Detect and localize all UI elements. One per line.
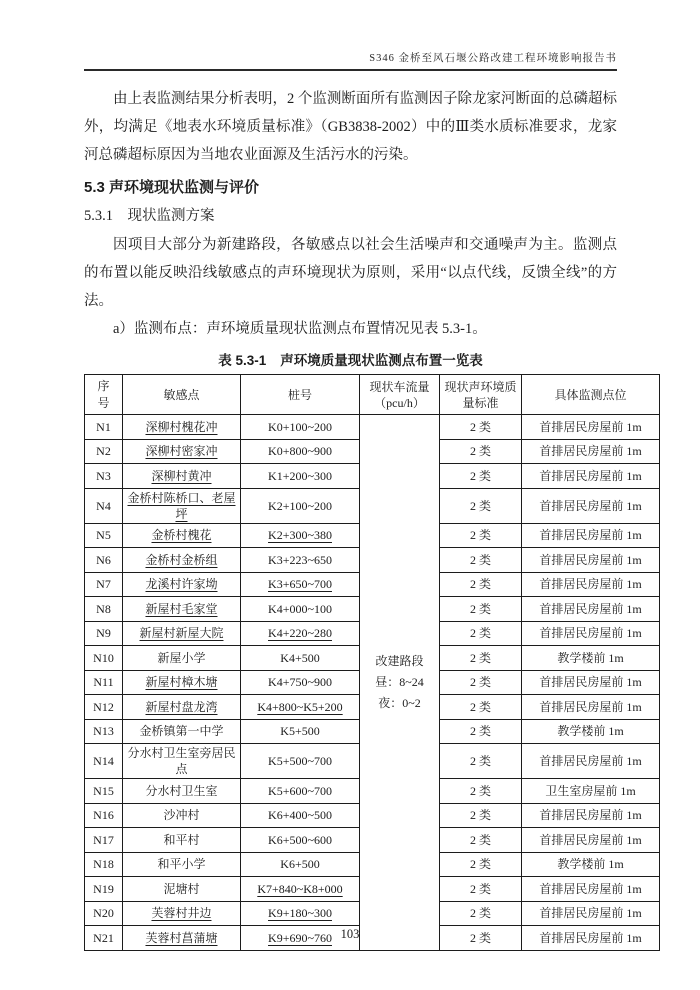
monitoring-location-value: 首排居民房屋前 1m — [522, 803, 660, 828]
document-header — [84, 50, 617, 71]
sensitive-point-name — [123, 852, 241, 877]
paragraph-monitoring-plan: 因项目大部分为新建路段，各敏感点以社会生活噪声和交通噪声为主。监测点的布置以能反映沿线敏感点的声环境现状为原则，采用“以点代线，反馈全线”的方法。 — [84, 237, 617, 309]
sensitive-point-name — [123, 621, 241, 646]
table-number-label: 表 5.3-1 — [218, 353, 267, 368]
sensitive-point-name — [123, 464, 241, 489]
stake-number-text: K9+180~300 — [268, 906, 332, 921]
sensitive-point-name — [123, 670, 241, 695]
stake-number-text: K2+100~200 — [268, 498, 332, 513]
stake-number-text: K4+000~100 — [268, 601, 332, 616]
stake-number — [241, 744, 360, 779]
noise-standard-value: 2 类 — [440, 415, 522, 440]
sensitive-point-name — [123, 719, 241, 744]
sensitive-point-name-text: 深柳村黄冲 — [151, 468, 212, 483]
sensitive-point-name-text: 龙溪村许家坳 — [145, 577, 218, 592]
table-body — [85, 415, 660, 951]
row-serial: N12 — [85, 695, 123, 720]
sensitive-point-name — [123, 439, 241, 464]
monitoring-location-value: 首排居民房屋前 1m — [522, 877, 660, 902]
col-header-sensitive-point: 敏感点 — [123, 375, 241, 415]
monitoring-location-value: 首排居民房屋前 1m — [522, 695, 660, 720]
sensitive-point-name — [123, 828, 241, 853]
sensitive-point-name — [123, 646, 241, 671]
noise-standard-value: 2 类 — [440, 646, 522, 671]
stake-number — [241, 488, 360, 523]
stake-number-text: K6+400~500 — [268, 808, 332, 823]
monitoring-location-value: 首排居民房屋前 1m — [522, 926, 660, 951]
traffic-volume-merged-cell — [360, 415, 440, 951]
stake-number — [241, 670, 360, 695]
col-header-monitoring-location: 具体监测点位 — [522, 375, 660, 415]
stake-number — [241, 597, 360, 622]
sensitive-point-name-text: 新屋村盘龙湾 — [145, 699, 218, 714]
table-row — [85, 415, 660, 440]
stake-number — [241, 877, 360, 902]
stake-number — [241, 779, 360, 804]
stake-number-text: K4+500 — [280, 650, 320, 665]
monitoring-location-value: 首排居民房屋前 1m — [522, 548, 660, 573]
sensitive-point-name-text: 金桥村金桥组 — [145, 552, 218, 567]
noise-standard-value: 2 类 — [440, 621, 522, 646]
row-serial: N15 — [85, 779, 123, 804]
stake-number-text: K7+840~K8+000 — [257, 881, 343, 896]
monitoring-location-value: 卫生室房屋前 1m — [522, 779, 660, 804]
table-title — [84, 349, 617, 369]
stake-number-text: K3+223~650 — [268, 552, 332, 567]
monitoring-location-value: 首排居民房屋前 1m — [522, 439, 660, 464]
noise-standard-value: 2 类 — [440, 523, 522, 548]
monitoring-location-value: 教学楼前 1m — [522, 719, 660, 744]
stake-number — [241, 901, 360, 926]
sensitive-point-name — [123, 803, 241, 828]
row-serial: N16 — [85, 803, 123, 828]
col-header-traffic-volume: 现状车流量（pcu/h） — [360, 375, 440, 415]
stake-number — [241, 464, 360, 489]
noise-standard-value: 2 类 — [440, 744, 522, 779]
table-header-row-group — [85, 375, 660, 415]
monitoring-location-value: 首排居民房屋前 1m — [522, 572, 660, 597]
sensitive-point-name — [123, 877, 241, 902]
stake-number-text: K0+100~200 — [268, 419, 332, 434]
stake-number-text: K3+650~700 — [268, 577, 332, 592]
traffic-volume-line: 改建路段 — [375, 653, 424, 668]
stake-number-text: K9+690~760 — [268, 930, 332, 945]
stake-number — [241, 572, 360, 597]
noise-standard-value: 2 类 — [440, 572, 522, 597]
stake-number-text: K4+220~280 — [268, 626, 332, 641]
noise-standard-value: 2 类 — [440, 695, 522, 720]
sensitive-point-name-text: 深柳村槐花冲 — [145, 419, 218, 434]
sensitive-point-name-text: 分水村卫生室 — [145, 783, 218, 798]
row-serial: N4 — [85, 488, 123, 523]
stake-number — [241, 439, 360, 464]
stake-number — [241, 621, 360, 646]
row-serial: N18 — [85, 852, 123, 877]
stake-number-text: K0+800~900 — [268, 444, 332, 459]
stake-number — [241, 548, 360, 573]
row-serial: N7 — [85, 572, 123, 597]
monitoring-location-value: 首排居民房屋前 1m — [522, 488, 660, 523]
sensitive-point-name-text: 和平村 — [163, 832, 200, 847]
noise-standard-value: 2 类 — [440, 926, 522, 951]
sensitive-point-name — [123, 597, 241, 622]
document-body — [84, 71, 642, 951]
stake-number-text: K5+500~700 — [268, 754, 332, 768]
sensitive-point-name-text: 新屋村樟木塘 — [145, 675, 218, 690]
row-serial: N2 — [85, 439, 123, 464]
row-serial: N11 — [85, 670, 123, 695]
noise-standard-value: 2 类 — [440, 488, 522, 523]
noise-monitoring-points-table — [84, 374, 660, 951]
col-header-stake-number: 桩号 — [241, 375, 360, 415]
monitoring-location-value: 首排居民房屋前 1m — [522, 621, 660, 646]
sensitive-point-name — [123, 415, 241, 440]
noise-standard-value: 2 类 — [440, 548, 522, 573]
table-header-row — [85, 375, 660, 415]
noise-standard-value: 2 类 — [440, 901, 522, 926]
sensitive-point-name — [123, 572, 241, 597]
stake-number-text: K6+500~600 — [268, 832, 332, 847]
stake-number-text: K1+200~300 — [268, 468, 332, 483]
stake-number — [241, 828, 360, 853]
monitoring-location-value: 教学楼前 1m — [522, 852, 660, 877]
noise-standard-value: 2 类 — [440, 597, 522, 622]
page-number: 103 — [340, 927, 360, 941]
monitoring-location-value: 首排居民房屋前 1m — [522, 744, 660, 779]
stake-number-text: K4+750~900 — [268, 675, 332, 690]
row-serial: N8 — [85, 597, 123, 622]
stake-number-text: K5+500 — [280, 724, 320, 739]
col-header-noise-standard: 现状声环境质量标准 — [440, 375, 522, 415]
sensitive-point-name-text: 泥塘村 — [163, 881, 200, 896]
stake-number — [241, 695, 360, 720]
col-header-serial — [85, 375, 123, 415]
noise-standard-value: 2 类 — [440, 439, 522, 464]
monitoring-location-value: 首排居民房屋前 1m — [522, 901, 660, 926]
monitoring-location-value: 首排居民房屋前 1m — [522, 415, 660, 440]
stake-number — [241, 646, 360, 671]
traffic-volume-line: 昼：8~24 — [375, 674, 424, 689]
stake-number — [241, 415, 360, 440]
sensitive-point-name — [123, 901, 241, 926]
row-serial: N10 — [85, 646, 123, 671]
row-serial: N19 — [85, 877, 123, 902]
row-serial: N3 — [85, 464, 123, 489]
sensitive-point-name-text: 新屋村新屋大院 — [139, 626, 224, 641]
noise-standard-value: 2 类 — [440, 464, 522, 489]
sensitive-point-name — [123, 695, 241, 720]
monitoring-location-value: 首排居民房屋前 1m — [522, 670, 660, 695]
table-name-label: 声环境质量现状监测点布置一览表 — [280, 353, 483, 368]
sensitive-point-name-text: 分水村卫生室旁居民点 — [127, 746, 236, 776]
noise-standard-value: 2 类 — [440, 877, 522, 902]
sensitive-point-name-text: 金桥镇第一中学 — [139, 724, 224, 739]
noise-standard-value: 2 类 — [440, 852, 522, 877]
paragraph-monitoring-points-note: a）监测布点：声环境质量现状监测点布置情况见表 5.3-1。 — [113, 321, 487, 337]
stake-number — [241, 719, 360, 744]
sensitive-point-name — [123, 548, 241, 573]
monitoring-location-value: 首排居民房屋前 1m — [522, 523, 660, 548]
stake-number — [241, 803, 360, 828]
row-serial: N14 — [85, 744, 123, 779]
sensitive-point-name — [123, 779, 241, 804]
sensitive-point-name-text: 芙蓉村菖蒲塘 — [145, 930, 218, 945]
row-serial: N21 — [85, 926, 123, 951]
stake-number-text: K2+300~380 — [268, 528, 332, 543]
monitoring-location-value: 首排居民房屋前 1m — [522, 464, 660, 489]
sensitive-point-name-text: 深柳村密家冲 — [145, 444, 218, 459]
stake-number — [241, 523, 360, 548]
subsection-heading-5-3-1: 5.3.1 现状监测方案 — [84, 208, 215, 224]
monitoring-location-value: 首排居民房屋前 1m — [522, 828, 660, 853]
stake-number-text: K4+800~K5+200 — [257, 699, 343, 714]
monitoring-location-value: 教学楼前 1m — [522, 646, 660, 671]
stake-number-text: K5+600~700 — [268, 783, 332, 798]
sensitive-point-name — [123, 523, 241, 548]
row-serial: N9 — [85, 621, 123, 646]
sensitive-point-name-text: 新屋村毛家堂 — [145, 601, 218, 616]
sensitive-point-name-text: 和平小学 — [157, 857, 206, 872]
row-serial: N13 — [85, 719, 123, 744]
row-serial: N17 — [85, 828, 123, 853]
sensitive-point-name-text: 沙冲村 — [163, 808, 200, 823]
row-serial: N20 — [85, 901, 123, 926]
stake-number — [241, 852, 360, 877]
sensitive-point-name-text: 芙蓉村井边 — [151, 906, 212, 921]
sensitive-point-name-text: 金桥村陈桥口、老屋坪 — [127, 490, 236, 521]
traffic-volume-line: 夜：0~2 — [378, 695, 421, 710]
noise-standard-value: 2 类 — [440, 828, 522, 853]
stake-number-text: K6+500 — [280, 857, 320, 872]
row-serial: N5 — [85, 523, 123, 548]
noise-standard-value: 2 类 — [440, 803, 522, 828]
row-serial: N1 — [85, 415, 123, 440]
noise-standard-value: 2 类 — [440, 719, 522, 744]
document-header-title: S346 金桥至风石堰公路改建工程环境影响报告书 — [369, 53, 617, 64]
monitoring-location-value: 首排居民房屋前 1m — [522, 597, 660, 622]
paragraph-water-quality-summary: 由上表监测结果分析表明，2 个监测断面所有监测因子除龙家河断面的总磷超标外，均满足《地表水环境质量标准》（GB3838-2002）中的Ⅲ类水质标准要求，龙家河总磷超标原因为当地农业面源及生活污水的污染。 — [84, 91, 617, 163]
col-header-serial-text: 序号 — [97, 378, 110, 410]
noise-standard-value: 2 类 — [440, 779, 522, 804]
noise-standard-value: 2 类 — [440, 670, 522, 695]
sensitive-point-name — [123, 744, 241, 779]
section-heading-5-3: 5.3 声环境现状监测与评价 — [84, 179, 260, 196]
sensitive-point-name — [123, 488, 241, 523]
row-serial: N6 — [85, 548, 123, 573]
sensitive-point-name-text: 金桥村槐花 — [151, 528, 212, 543]
sensitive-point-name-text: 新屋小学 — [157, 650, 206, 665]
